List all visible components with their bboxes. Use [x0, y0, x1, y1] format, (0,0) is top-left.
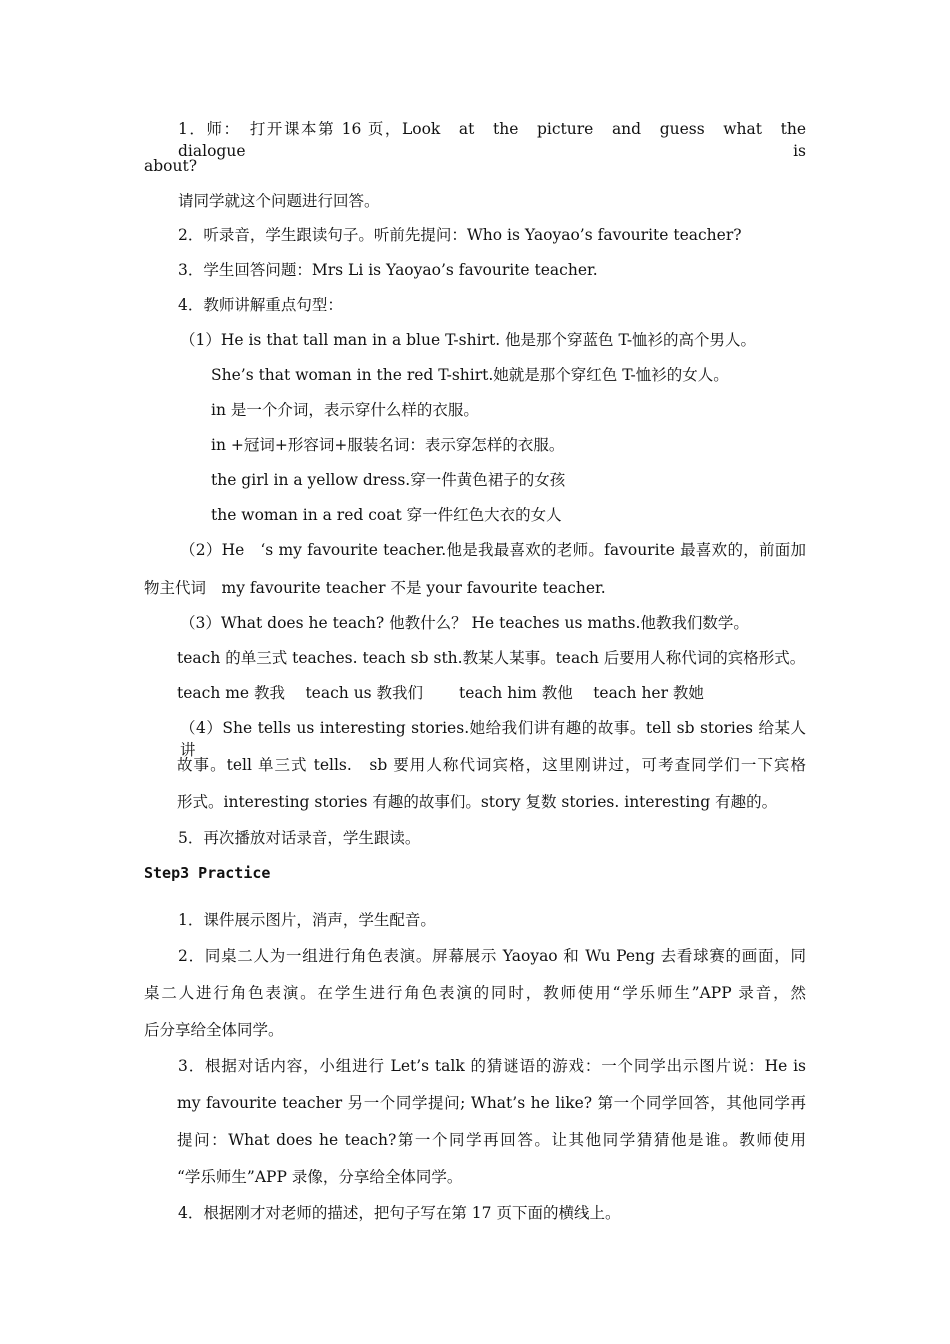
paragraph-line: the girl in a yellow dress.穿一件黄色裙子的女孩 — [211, 471, 566, 489]
paragraph-line: 4．教师讲解重点句型： — [178, 296, 343, 314]
paragraph-line: my favourite teacher 另一个同学提问; What’s he like? 第一个同学回答，其他同学再 — [177, 1094, 806, 1112]
paragraph-line: （2）He ‘s my favourite teacher.他是我最喜欢的老师。favourite 最喜欢的，前面加 — [180, 541, 806, 559]
paragraph-line: 请同学就这个问题进行回答。 — [178, 192, 380, 210]
paragraph-line: 物主代词 my favourite teacher 不是 your favourite teacher. — [144, 579, 606, 597]
paragraph-line: 1．课件展示图片，消声，学生配音。 — [178, 911, 436, 929]
paragraph-line: 后分享给全体同学。 — [144, 1021, 284, 1039]
paragraph-line: the woman in a red coat 穿一件红色大衣的女人 — [211, 506, 562, 524]
paragraph-line: about? — [144, 157, 198, 175]
paragraph-line: teach 的单三式 teaches. teach sb sth.教某人某事。teach 后要用人称代词的宾格形式。 — [177, 649, 806, 667]
paragraph-line: 3．学生回答问题：Mrs Li is Yaoyao’s favourite teacher. — [178, 261, 598, 279]
paragraph-line: 5．再次播放对话录音，学生跟读。 — [178, 829, 421, 847]
paragraph-line: 桌二人进行角色表演。在学生进行角色表演的同时，教师使用“学乐师生”APP 录音，然 — [144, 984, 806, 1002]
paragraph-line: 2．听录音，学生跟读句子。听前先提问：Who is Yaoyao’s favourite teacher? — [178, 226, 742, 244]
paragraph-line: in +冠词+形容词+服装名词：表示穿怎样的衣服。 — [211, 436, 565, 454]
paragraph-line: 提问：What does he teach?第一个同学再回答。让其他同学猜猜他是谁。教师使用 — [177, 1131, 806, 1149]
paragraph-line: 1．师： 打开课本第 16 页，Look at the picture and guess what the dialogue is — [178, 120, 822, 160]
paragraph-line: 2．同桌二人为一组进行角色表演。屏幕展示 Yaoyao 和 Wu Peng 去看球赛的画面，同 — [178, 947, 806, 965]
paragraph-line: teach me 教我 teach us 教我们 teach him 教他 teach her 教她 — [177, 684, 704, 702]
paragraph-line: 故事。tell 单三式 tells. sb 要用人称代词宾格，这里刚讲过，可考查同学们一下宾格 — [177, 756, 806, 774]
section-heading: Step3 Practice — [144, 864, 271, 882]
paragraph-line: 形式。interesting stories 有趣的故事们。story 复数 stories. interesting 有趣的。 — [177, 793, 778, 811]
paragraph-line: in 是一个介词，表示穿什么样的衣服。 — [211, 401, 479, 419]
paragraph-line: “学乐师生”APP 录像，分享给全体同学。 — [177, 1168, 463, 1186]
paragraph-line: 4．根据刚才对老师的描述，把句子写在第 17 页下面的横线上。 — [178, 1204, 621, 1222]
paragraph-line: She’s that woman in the red T-shirt.她就是那个穿红色 T-恤衫的女人。 — [211, 366, 729, 384]
paragraph-line: 3．根据对话内容，小组进行 Let’s talk 的猜谜语的游戏：一个同学出示图片说：He is — [178, 1057, 806, 1075]
paragraph-line: （3）What does he teach? 他教什么？ He teaches us maths.他教我们数学。 — [180, 614, 749, 632]
paragraph-line: （1）He is that tall man in a blue T-shirt. 他是那个穿蓝色 T-恤衫的高个男人。 — [180, 331, 757, 349]
paragraph-line: （4）She tells us interesting stories.她给我们讲有趣的故事。tell sb stories 给某人讲 — [180, 719, 806, 759]
